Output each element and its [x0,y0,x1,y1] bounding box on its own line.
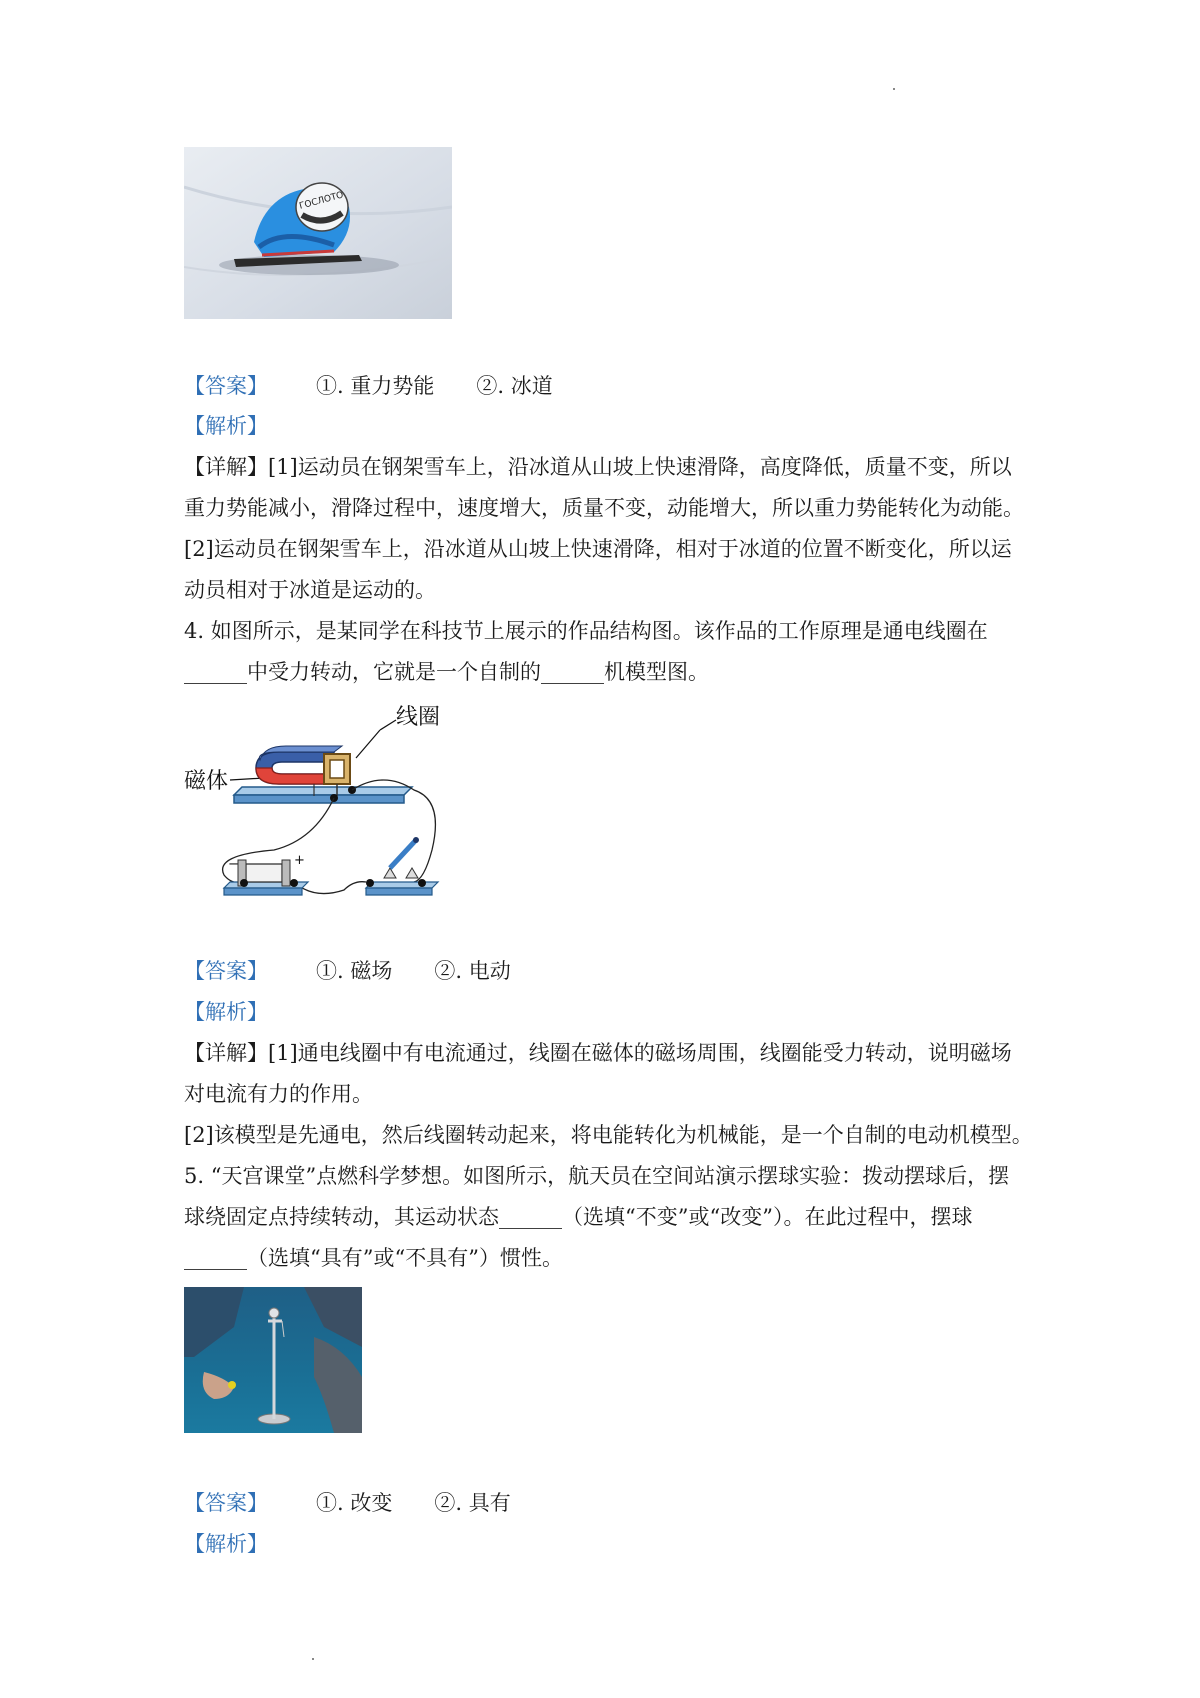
motor-model-diagram [184,700,484,912]
label-minus: − [228,857,239,872]
detail-tag: 【详解】 [184,455,268,479]
q5-question-line-1: 5. “天宫课堂”点燃科学梦想。如图所示，航天员在空间站演示摆球实验：拨动摆球后，摆 [184,1164,1010,1188]
answer-2: ②. 冰道 [476,374,553,398]
analysis-tag: 【解析】 [184,1532,268,1556]
page-mark [312,1658,314,1660]
q5-question-line-3: ______（选填“具有”或“不具有”）惯性。 [184,1246,563,1270]
q4-detail-line-2: 对电流有力的作用。 [184,1082,373,1106]
answer-2: ②. 具有 [434,1491,511,1515]
detail-tag: 【详解】 [184,1041,268,1065]
answer-1: ①. 磁场 [316,959,393,983]
q5-question-line-2: 球绕固定点持续转动，其运动状态______（选填“不变”或“改变”）。在此过程中，摆球 [184,1205,973,1229]
q3-detail-line-3: [2]运动员在钢架雪车上，沿冰道从山坡上快速滑降，相对于冰道的位置不断变化，所以运 [184,537,1012,561]
q3-analysis-tag [184,411,268,441]
detail-text: [1]运动员在钢架雪车上，沿冰道从山坡上快速滑降，高度降低，质量不变，所以 [268,455,1012,479]
q4-question-line-2: ______中受力转动，它就是一个自制的______机模型图。 [184,660,709,684]
q4-answer-line [184,956,511,986]
page-mark [893,88,895,90]
answer-tag: 【答案】 [184,959,268,983]
q3-detail-line-2: 重力势能减小，滑降过程中，速度增大，质量不变，动能增大，所以重力势能转化为动能。 [184,496,1024,520]
label-plus: + [294,853,305,868]
q4-analysis-tag [184,997,268,1027]
answer-tag: 【答案】 [184,1491,268,1515]
analysis-tag: 【解析】 [184,1000,268,1024]
label-magnet: 磁体 [184,769,229,794]
detail-text: [1]通电线圈中有电流通过，线圈在磁体的磁场周围，线圈能受力转动，说明磁场 [268,1041,1012,1065]
q4-question-line-1: 4. 如图所示，是某同学在科技节上展示的作品结构图。该作品的工作原理是通电线圈在 [184,619,988,643]
analysis-tag: 【解析】 [184,414,268,438]
answer-1: ①. 改变 [316,1491,393,1515]
q5-answer-line [184,1488,511,1518]
label-coil: 线圈 [396,705,441,730]
q3-detail-line-4: 动员相对于冰道是运动的。 [184,578,436,602]
q4-detail-line-3: [2]该模型是先通电，然后线圈转动起来，将电能转化为机械能，是一个自制的电动机模型。 [184,1123,1033,1147]
answer-tag: 【答案】 [184,374,268,398]
q4-detail-line-1 [184,1038,1012,1068]
skeleton-athlete-photo [184,147,452,319]
q3-answer-line [184,371,553,401]
answer-2: ②. 电动 [434,959,511,983]
q3-detail-line-1 [184,452,1012,482]
space-pendulum-photo [184,1287,362,1433]
answer-1: ①. 重力势能 [316,374,435,398]
helmet-text: ГОСЛОТО [298,190,345,212]
q5-analysis-tag [184,1529,268,1559]
